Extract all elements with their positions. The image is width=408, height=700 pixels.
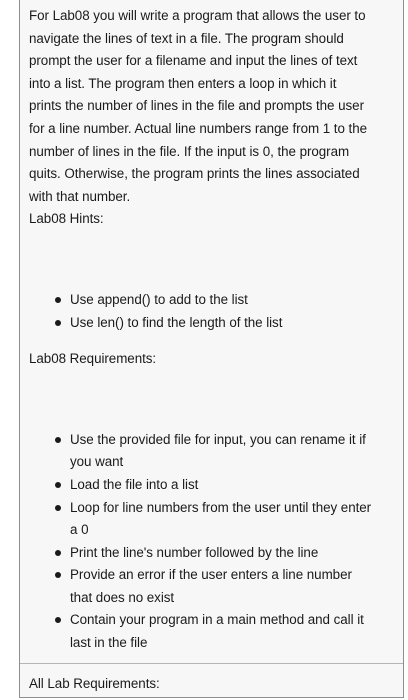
list-item [29, 312, 395, 335]
question-panel [19, 0, 404, 698]
list-item [29, 289, 395, 312]
hint-text: Use append() to add to the list [70, 291, 248, 307]
list-item [29, 497, 395, 542]
list-item [29, 542, 395, 565]
bullet-icon [55, 482, 61, 488]
hints-heading: Lab08 Hints: [29, 211, 104, 227]
bullet-icon [55, 320, 61, 326]
requirement-text: Loop for line numbers from the user until they enter a 0 [70, 499, 372, 538]
bullet-icon [55, 572, 61, 578]
hint-text: Use len() to find the length of the list [70, 314, 283, 330]
list-item [29, 429, 395, 474]
requirements-list [29, 429, 395, 655]
bullet-icon [55, 617, 61, 623]
all-requirements-heading: All Lab Requirements: [29, 675, 160, 691]
requirement-text: Provide an error if the user enters a line number that does no exist [70, 567, 352, 605]
bullet-icon [55, 550, 61, 556]
requirements-heading: Lab08 Requirements: [29, 351, 157, 367]
requirement-text: Print the line's number followed by the line [70, 544, 319, 560]
intro-paragraph: For Lab08 you will write a program that allows the user to navigate the lines of text in a file. The program should prompt the user for a filename and input the lines of text into a list. The program then enters a loop in which it prints the number of lines in the file and prompts the user for a line number. Actual line numbers range from 1 to the number of lines in the file. If the input is 0, the program quits. Otherwise, the program prints the lines associated with that number. [29, 8, 368, 204]
requirement-text: Contain your program in a main method and call it last in the file [70, 612, 364, 651]
bullet-icon [55, 437, 61, 443]
bullet-icon [55, 297, 61, 303]
list-item [29, 564, 395, 609]
requirement-text: Load the file into a list [70, 476, 199, 492]
section-divider [20, 663, 403, 664]
list-item [29, 609, 395, 654]
hints-list [29, 289, 395, 334]
bullet-icon [55, 505, 61, 511]
question-content [29, 5, 395, 695]
requirement-text: Use the provided file for input, you can rename it if you want [70, 431, 366, 470]
list-item [29, 474, 395, 497]
